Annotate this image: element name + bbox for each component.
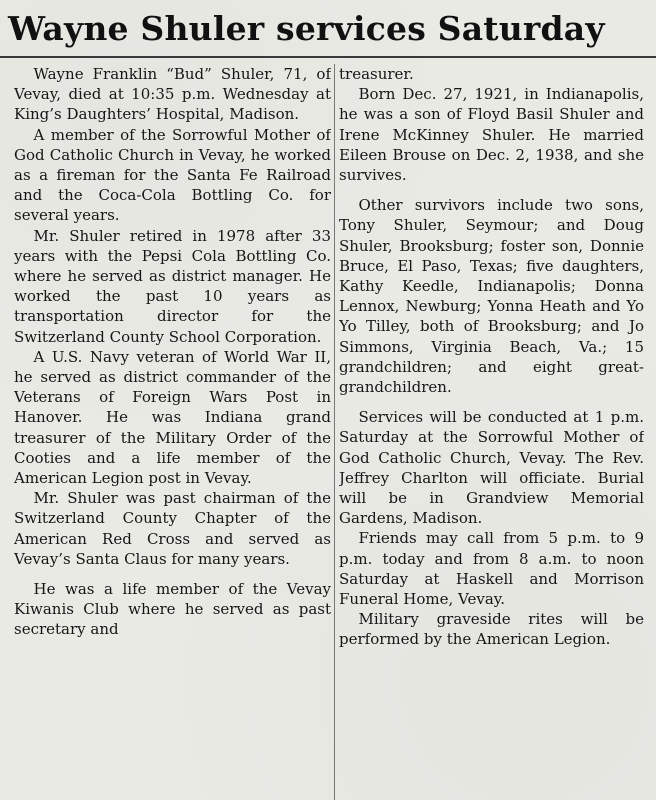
paragraph-red-cross: Mr. Shuler was past chairman of the Switzerland County Chapter of the American Red Cross and served as Vevay’s Santa Claus for many years. xyxy=(14,489,331,568)
column-divider xyxy=(334,64,335,800)
paragraph-services: Services will be conducted at 1 p.m. Saturday at the Sorrowful Mother of God Catholic Church, Vevay. The Rev. Jeffrey Charlton will officiate. Burial will be in Grandview Memorial Gardens, Madison. xyxy=(339,408,644,528)
headline: Wayne Shuler services Saturday xyxy=(8,9,605,48)
paragraph-continuation: treasurer. xyxy=(339,65,414,83)
right-column xyxy=(339,64,644,800)
paragraph-military-service: A U.S. Navy veteran of World War II, he served as district commander of the Veterans of Foreign Wars Post in Hanover. He was Indiana grand treasurer of the Military Order of the Cooties and a life member of the American Legion post in Vevay. xyxy=(14,347,331,488)
paragraph-birth-and-marriage: Born Dec. 27, 1921, in Indianapolis, he was a son of Floyd Basil Shuler and Irene McKinney Shuler. He married Eileen Brouse on Dec. 2, 1938, and she survives. xyxy=(339,85,644,185)
paragraph-survivors: Other survivors include two sons, Tony Shuler, Seymour; and Doug Shuler, Brooksburg; foster son, Donnie Bruce, El Paso, Texas; five daughters, Kathy Keedle, Indianapolis; Donna Lennox, Newburg; Yonna Heath and Yo Yo Tilley, both of Brooksburg; and Jo Simmons, Virginia Beach, Va.; 15 grandchildren; and eight great-grandchildren. xyxy=(339,196,644,397)
paragraph-career: Mr. Shuler retired in 1978 after 33 years with the Pepsi Cola Bottling Co. where he served as district manager. He worked the past 10 years as transportation director for the Switzerland County School Corporation. xyxy=(14,226,331,346)
headline-rule xyxy=(0,56,656,58)
paragraph-visitation: Friends may call from 5 p.m. to 9 p.m. today and from 8 a.m. to noon Saturday at Haskell and Morrison Funeral Home, Vevay. xyxy=(339,529,644,609)
paragraph-graveside-rites: Military graveside rites will be performed by the American Legion. xyxy=(339,610,644,649)
paragraph-death-notice: Wayne Franklin “Bud” Shuler, 71, of Vevay, died at 10:35 p.m. Wednesday at King’s Daughters’ Hospital, Madison. xyxy=(14,65,331,124)
left-column xyxy=(14,64,331,800)
paragraph-kiwanis: He was a life member of the Vevay Kiwanis Club where he served as past secretary and xyxy=(14,580,331,639)
paragraph-church-and-work: A member of the Sorrowful Mother of God Catholic Church in Vevay, he worked as a fireman for the Santa Fe Railroad and the Coca-Cola Bottling Co. for several years. xyxy=(14,125,331,225)
